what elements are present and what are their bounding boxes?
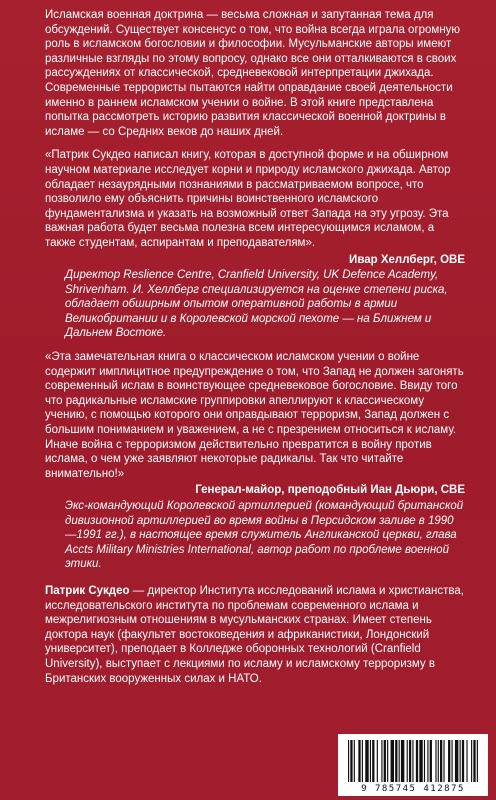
barcode-bar	[387, 740, 388, 782]
review-author-2: Генерал-майор, преподобный Иан Дьюри, CBE	[195, 484, 465, 497]
barcode-digits: 9 785745 412875	[361, 784, 465, 794]
barcode-bar	[473, 740, 475, 782]
review-quote-2: «Эта замечательная книга о классическом исламском учении о войне содержит имплицитное предупреждение о том, что Запад не должен загонять современный ислам в воинствующее средневековое богословие. Ввиду того что радикальные исламские группировки апеллируют к классическому учению, с помощью которого они оправдывают терроризм, Запад должен с большим пониманием и уважением, а не с презрением относиться к исламу. Иначе война с терроризмом действительно превратится в войну против ислама, о чем уже заявляют некоторые радикалы. Так что читайте внимательно!»	[45, 351, 464, 480]
barcode-bar	[424, 740, 425, 782]
barcode-bar	[471, 740, 472, 782]
barcode-bar	[399, 740, 400, 782]
isbn-barcode	[338, 734, 488, 796]
barcode-bar	[407, 740, 408, 782]
barcode-bar	[395, 740, 397, 782]
barcode-bar	[430, 740, 432, 782]
review-author-1: Ивар Хеллберг, OBE	[349, 253, 465, 266]
barcode-bar	[365, 740, 368, 782]
barcode-bar	[370, 740, 371, 782]
review-author-desc-2: Экс-командующий Королевской артиллерией (командующий британской дивизионной артиллерией во время войны в Персидском заливе в 1990—1991 гг.), в настоящее время служитель Англиканской церкви, глава Accts Military Ministries International, автор работ по проблеме военной этики.	[65, 500, 464, 571]
author-bio-text: — директор Института исследований ислама и христианства, исследовательского института по проблемам современного ислама и межрелигиозным отношениям в мусульманских странах. Имеет степень доктора наук (факультет востоковедения и африканистики, Лондонский университет), преподает в Колледже оборонных технологий (Cranfield University), выступает с лекциями по исламу и исламскому терроризму в Британских вооруженных силах и НАТО.	[45, 584, 464, 685]
barcode-bar	[362, 740, 363, 782]
author-bio	[45, 584, 465, 686]
barcode-bar	[384, 740, 386, 782]
barcode-bar	[409, 740, 411, 782]
barcode-bar	[350, 740, 352, 782]
barcode-bar	[427, 740, 428, 782]
barcode-bar	[443, 740, 444, 782]
barcode-bar	[477, 740, 478, 782]
barcode-bar	[372, 740, 374, 782]
barcode-bar	[438, 740, 439, 782]
barcode-bar	[348, 740, 349, 782]
barcode-bar	[440, 740, 442, 782]
barcode-bar	[435, 740, 436, 782]
review-quote-1: «Патрик Сукдео написал книгу, которая в доступной форме и на обширном научном материале исследует корни и природу исламского джихада. Автор обладает незаурядными познаниями в рассматриваемом вопросе, что позволило ему объяснить причины воинственного исламского фундаментализма и указать на возможный ответ Запада на эту угрозу. Эта важная работа будет весьма полезна всем интересующимся исламом, а также студентам, аспирантам и преподавателям».	[45, 149, 451, 249]
barcode-bar	[452, 740, 453, 782]
barcode-bar	[416, 740, 418, 782]
barcode-bar	[419, 740, 422, 782]
barcode-bar	[377, 740, 378, 782]
review-author-desc-1: Директор Reslience Centre, Cranfield University, UK Defence Academy, Shrivenham. И. Хеллберг специализируется на оценке степени риска, обладает обширным опытом оперативной работы в армии Великобритании и в Королевской морской пехоте — на Ближнем и Дальнем Востоке.	[65, 269, 448, 340]
cover-text	[45, 8, 465, 686]
barcode-bar	[401, 740, 404, 782]
barcode-bar	[462, 740, 464, 782]
barcode-bar	[460, 740, 461, 782]
intro-paragraph: Исламская военная доктрина — весьма сложная и запутанная тема для обсуждений. Существует консенсус о том, что война всегда играла огромную роль в исламском богословии и философии. Мусульманские авторы имеют различные взгляды по этому вопросу, однако все они отталкиваются в своих рассуждениях от классической, средневековой интерпретации джихада. Современные террористы пытаются найти оправдание своей деятельности именно в раннем исламском учении о войне. В этой книге представлена попытка рассмотреть историю развития классической военной доктрины в исламе — со Средних веков до наших дней.	[45, 9, 461, 138]
barcode-bar	[358, 740, 360, 782]
barcode-bar	[391, 740, 394, 782]
barcode-bar	[354, 740, 355, 782]
barcode-bar	[412, 740, 413, 782]
author-bio-name: Патрик Сукдео	[45, 584, 130, 597]
barcode-bar	[466, 740, 467, 782]
barcode-bar	[448, 740, 450, 782]
barcode-bar	[455, 740, 458, 782]
barcode-bar	[381, 740, 382, 782]
